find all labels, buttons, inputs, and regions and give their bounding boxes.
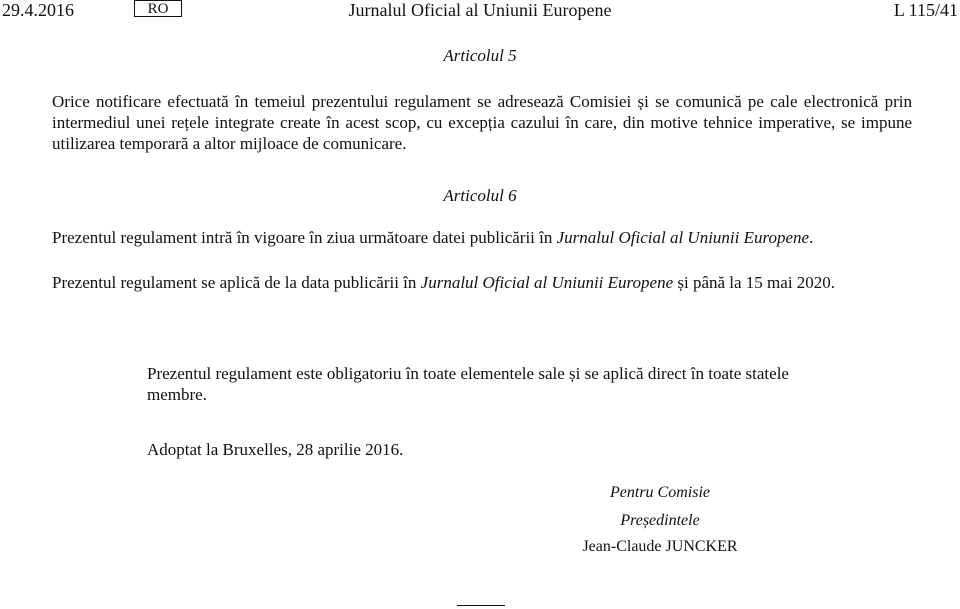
signature-role: Președintele (620, 512, 700, 529)
article-5-heading: Articolul 5 (443, 46, 517, 65)
signatory-name: Jean-Claude JUNCKER (582, 538, 738, 555)
journal-name-italic: Jurnalul Oficial al Uniunii Europene (556, 228, 810, 247)
article-6-heading: Articolul 6 (443, 186, 517, 205)
header-date: 29.4.2016 (2, 0, 74, 20)
signature-for: Pentru Comisie (610, 484, 710, 501)
adoption-statement: Adoptat la Bruxelles, 28 aprilie 2016. (147, 440, 404, 459)
article-6-paragraph-1 (52, 227, 813, 248)
footer-rule (457, 605, 505, 606)
article-5-body: Orice notificare efectuată în temeiul prezentului regulament se adresează Comisiei și se comunică pe cale electronică prin intermediul unei rețele integrate create în acest scop, cu excepția cazului în care, din motive tehnice imperative, se impune utilizarea temporară a altor mijloace de comunicare. (52, 92, 912, 153)
paragraph-2-end: și până la 15 mai 2020. (673, 273, 836, 292)
journal-title: Jurnalul Oficial al Uniunii Europene (348, 0, 612, 20)
article-6-paragraph-2 (52, 272, 835, 293)
language-badge: RO (134, 0, 182, 17)
paragraph-1-text: Prezentul regulament intră în vigoare în ziua următoare datei publicării în (52, 228, 557, 247)
page-reference: L 115/41 (893, 0, 958, 20)
binding-clause: Prezentul regulament este obligatoriu în toate elementele sale și se aplică direct în toate statele membre. (147, 364, 789, 404)
paragraph-1-end: . (809, 228, 814, 247)
paragraph-2-text: Prezentul regulament se aplică de la data publicării în (52, 273, 421, 292)
journal-name-italic: Jurnalul Oficial al Uniunii Europene (420, 273, 674, 292)
